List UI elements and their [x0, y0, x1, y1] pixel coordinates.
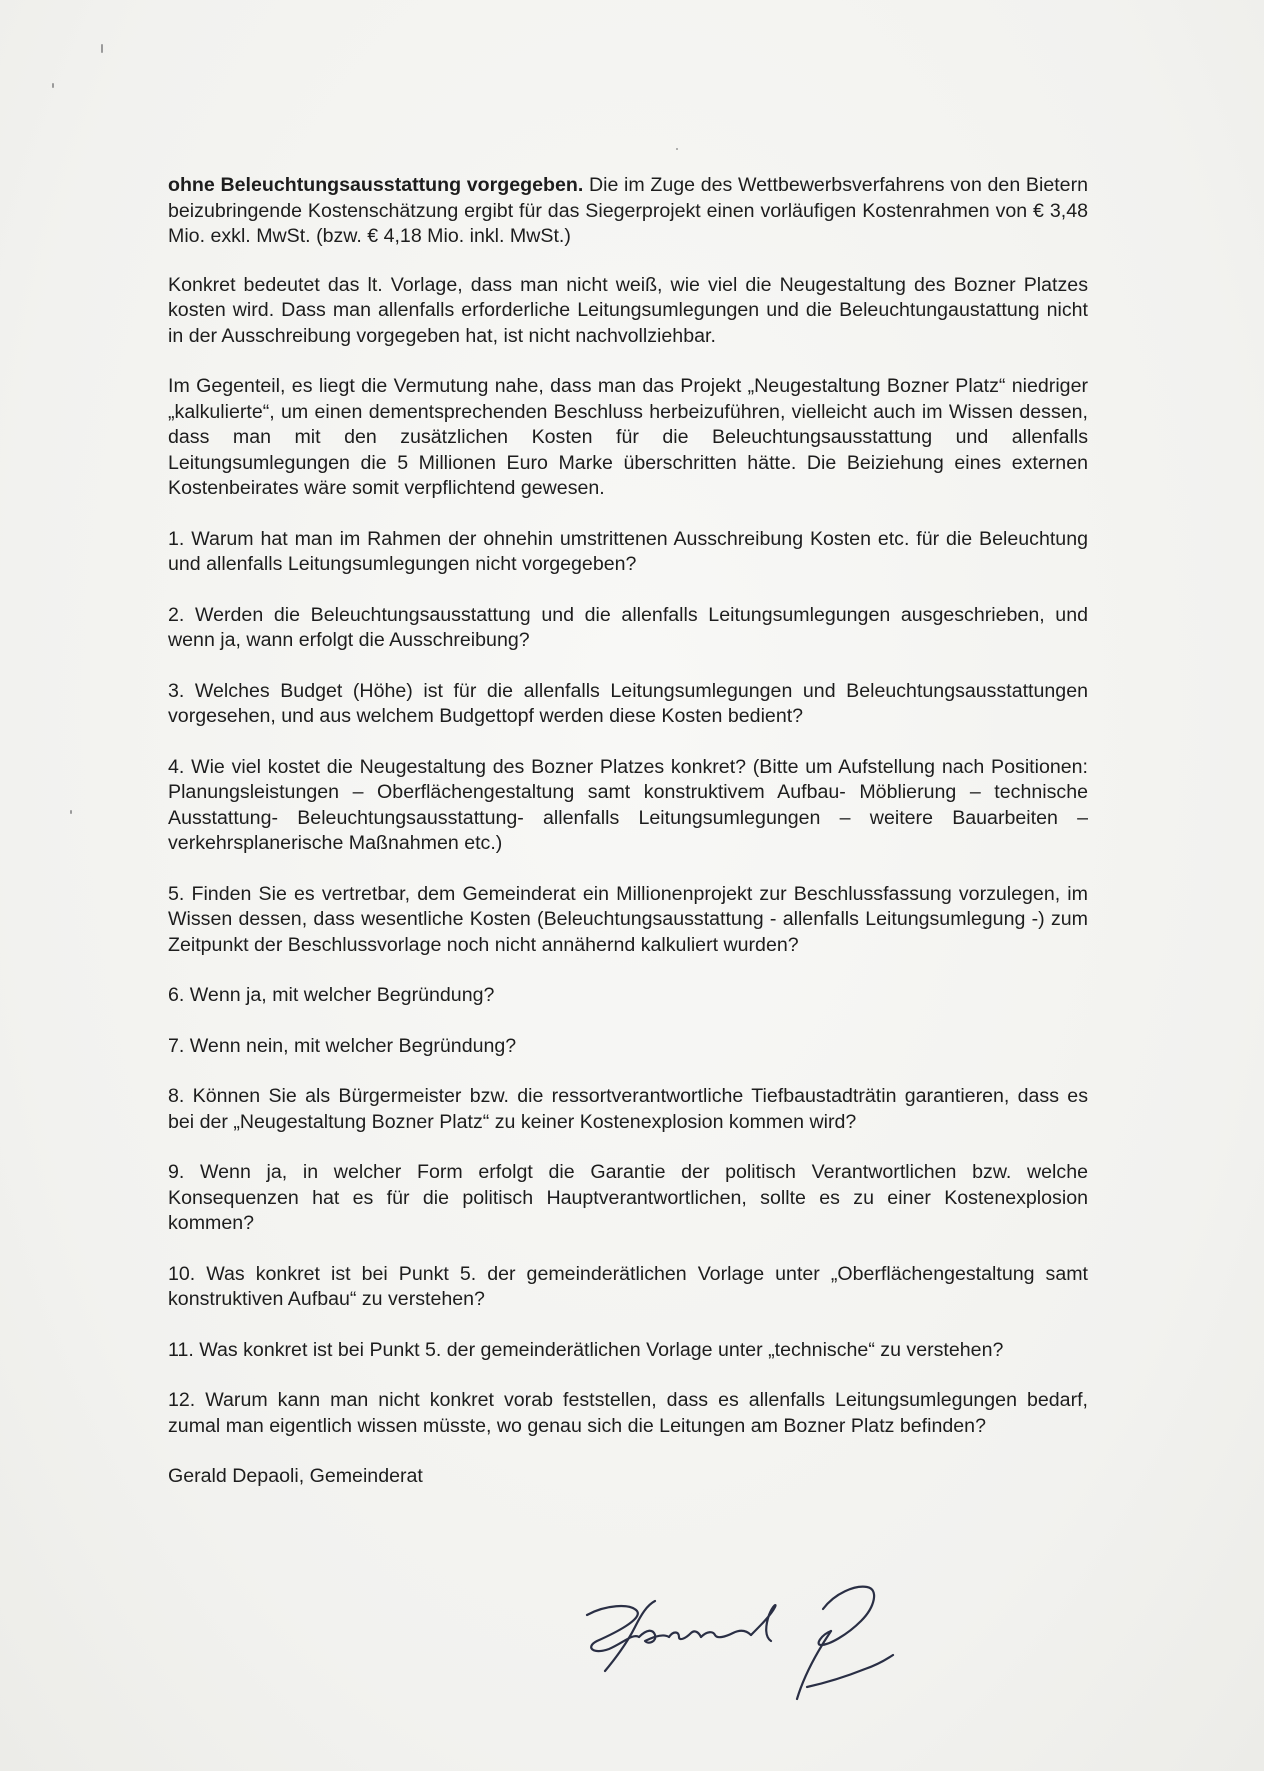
- question-7: 7. Wenn nein, mit welcher Begründung?: [168, 1034, 517, 1057]
- signature-line: Gerald Depaoli, Gemeinderat: [168, 1465, 423, 1487]
- question-6: 6. Wenn ja, mit welcher Begründung?: [168, 984, 495, 1006]
- scan-speck: [676, 148, 678, 150]
- question-5: 5. Finden Sie es vertretbar, dem Gemeinderat ein Millionenprojekt zur Beschlussfassung vorzulegen, im Wissen dessen, dass wesentliche Kosten (Beleuchtungsausstattung - allenfalls Leitungsumlegung -) zum Zeitpunkt der Beschlussvorlage noch nicht annähernd kalkuliert wurden?: [168, 882, 1088, 956]
- scan-speck: [101, 44, 103, 53]
- scan-speck: [70, 810, 72, 814]
- question-9: 9. Wenn ja, in welcher Form erfolgt die Garantie der politisch Verantwortlichen bzw. welche Konsequenzen hat es für die politisch Hauptverantwortlichen, sollte es zu einer Kostenexplosion kommen?: [168, 1161, 1088, 1234]
- paragraph-konkret: Konkret bedeutet das lt. Vorlage, dass man nicht weiß, wie viel die Neugestaltung des Bozner Platzes kosten wird. Dass man allenfalls erforderliche Leitungsumlegungen und die Beleuchtungaustattung nicht in der Ausschreibung vorgegeben hat, ist nicht nachvollziehbar.: [168, 273, 1088, 347]
- question-3: 3. Welches Budget (Höhe) ist für die allenfalls Leitungsumlegungen und Beleuchtungsausstattungen vorgesehen, und aus welchem Budgettopf werden diese Kosten bedient?: [168, 679, 1088, 727]
- handwritten-signature: [575, 1575, 915, 1715]
- question-1: 1. Warum hat man im Rahmen der ohnehin umstrittenen Ausschreibung Kosten etc. für die Beleuchtung und allenfalls Leitungsumlegungen nicht vorgegeben?: [168, 527, 1088, 575]
- question-10: 10. Was konkret ist bei Punkt 5. der gemeinderätlichen Vorlage unter „Oberflächengestaltung samt konstruktiven Aufbau“ zu verstehen?: [168, 1262, 1088, 1310]
- question-2: 2. Werden die Beleuchtungsausstattung und die allenfalls Leitungsumlegungen ausgeschrieben, und wenn ja, wann erfolgt die Ausschreibung?: [168, 603, 1088, 651]
- scan-speck: [52, 83, 54, 88]
- question-4: 4. Wie viel kostet die Neugestaltung des Bozner Platzes konkret? (Bitte um Aufstellung nach Positionen: Planungsleistungen – Oberflächengestaltung samt konstruktivem Aufbau- Möblierung – technische Ausstattung- Beleuchtungsausstattung- allenfalls Leitungsumlegungen – weitere Bauarbeiten – verkehrsplanerische Maßnahmen etc.): [168, 755, 1088, 854]
- paragraph-gegenteil: Im Gegenteil, es liegt die Vermutung nahe, dass man das Projekt „Neugestaltung Bozner Platz“ niedriger „kalkulierte“, um einen dementsprechenden Beschluss herbeizuführen, vielleicht auch im Wissen dessen, dass man mit den zusätzlichen Kosten für die Beleuchtungsausstattung und allenfalls Leitungsumlegungen die 5 Millionen Euro Marke überschritten hätte. Die Beiziehung eines externen Kostenbeirates wäre somit verpflichtend gewesen.: [168, 375, 1088, 499]
- document-body: [168, 173, 1088, 1515]
- question-12: 12. Warum kann man nicht konkret vorab feststellen, dass es allenfalls Leitungsumlegungen bedarf, zumal man eigentlich wissen müsste, wo genau sich die Leitungen am Bozner Platz befinden?: [168, 1389, 1088, 1437]
- question-8: 8. Können Sie als Bürgermeister bzw. die ressortverantwortliche Tiefbaustadträtin garantieren, dass es bei der „Neugestaltung Bozner Platz“ zu keiner Kostenexplosion kommen wird?: [168, 1085, 1088, 1133]
- intro-bold-lead: ohne Beleuchtungsausstattung vorgegeben.: [168, 174, 584, 196]
- question-11: 11. Was konkret ist bei Punkt 5. der gemeinderätlichen Vorlage unter „technische“ zu verstehen?: [168, 1338, 1004, 1361]
- intro-paragraph: [168, 173, 1088, 250]
- intro-rest: Die im Zuge des Wettbewerbsverfahrens von den Bietern beizubringende Kostenschätzung ergibt für das Siegerprojekt einen vorläufigen Kostenrahmen von € 3,48 Mio. exkl. MwSt. (bzw. € 4,18 Mio. inkl. MwSt.): [168, 174, 1088, 247]
